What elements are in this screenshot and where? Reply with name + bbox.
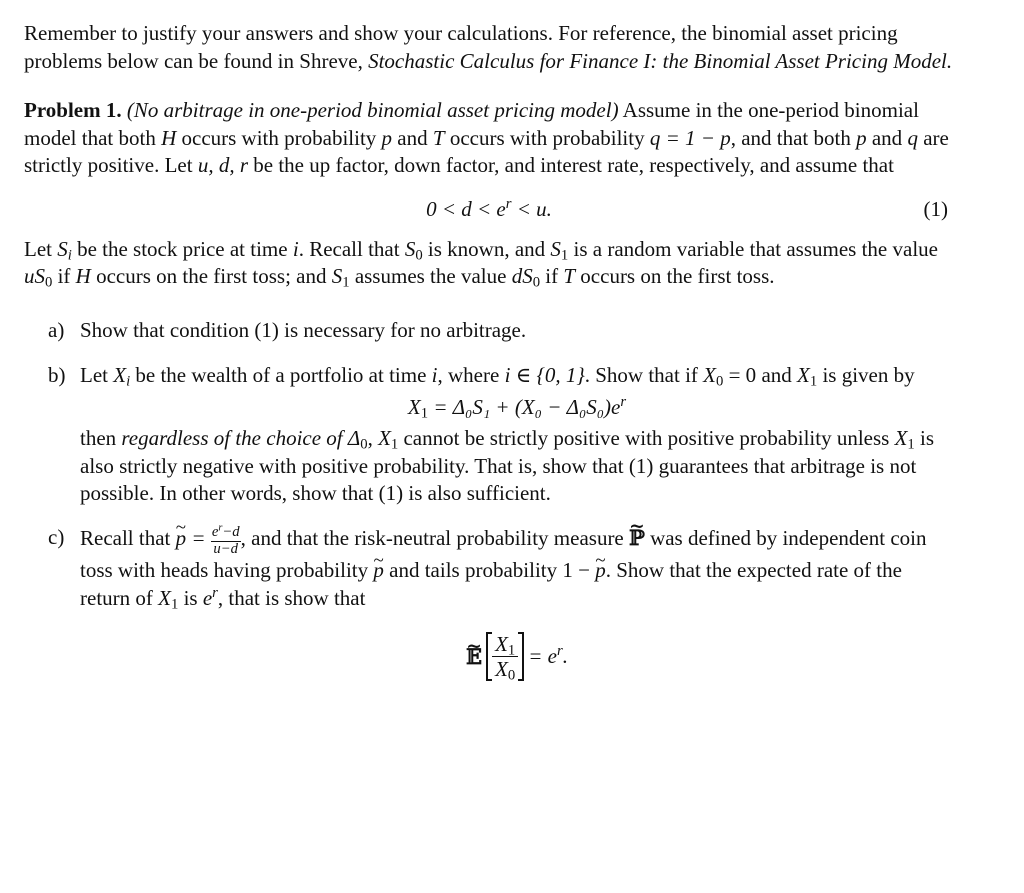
symbol-us0: $uS_0$ xyxy=(24,264,53,291)
expectation-result: = $e^r$. xyxy=(528,642,568,668)
expectation-symbol: ~ 𝔼 xyxy=(466,643,482,671)
symbol-x0: $X_0$ xyxy=(703,363,724,390)
p-tilde-fraction xyxy=(211,522,241,557)
statement-text: occurs with probability xyxy=(176,125,382,150)
frac-num-tail: −d xyxy=(222,524,240,541)
symbol-i: i xyxy=(431,363,438,387)
book-title: Stochastic Calculus for Finance I: the Binomial Asset Pricing Model. xyxy=(368,48,953,73)
symbol-xi: $X_i$ xyxy=(113,363,131,390)
return-fraction: $\frac{X_1}{X_0}$ xyxy=(492,632,518,681)
stock-text: is a random variable that assumes the value xyxy=(568,236,938,261)
condition-right: < u. xyxy=(511,196,552,221)
symbol-delta0: $\Delta_0$ xyxy=(347,426,368,453)
stock-text: Let xyxy=(24,236,58,261)
symbol-ds0: $dS_0$ xyxy=(511,264,541,291)
probability-measure-symbol: ~ ℙ xyxy=(629,524,645,552)
part-c-text-span: . Show that the expected rate of the return of xyxy=(80,558,902,610)
symbol-p-tilde: ~ p = xyxy=(176,526,211,550)
symbol-x1: $X_1$ xyxy=(158,585,179,613)
formula-right: = Δ₀S₁ + (X₀ − Δ₀S₀)e xyxy=(433,394,621,419)
condition-sup: r xyxy=(505,195,512,212)
stock-text: occurs on the first toss; and xyxy=(90,264,332,288)
symbol-t: T xyxy=(432,125,445,150)
symbol-p: p xyxy=(381,125,393,150)
part-b-text: and xyxy=(756,363,798,387)
part-b-text: cannot be strictly positive with positive probability unless xyxy=(398,426,895,450)
symbol-h: H xyxy=(75,264,91,288)
part-a-text: Show that condition (1) is necessary for no arbitrage. xyxy=(80,317,527,342)
part-b-text: , where xyxy=(437,363,505,387)
condition-expression xyxy=(24,196,954,224)
stock-text: . Recall that xyxy=(298,236,405,261)
part-b-text: Let xyxy=(80,363,114,387)
intro-text: Remember to justify your answers and show your calculations. For reference, the binomial asset pricing problems below can be found in Shreve, xyxy=(24,21,898,73)
result-text: = e xyxy=(528,643,557,668)
wealth-formula: $X_1 = \Delta_0S_1 + (X_0 - \Delta_0S_0)e^r$ xyxy=(407,393,627,422)
symbol-si: $S_i$ xyxy=(57,236,72,264)
symbol-p: p xyxy=(856,125,867,150)
part-c-text-span: , and that the risk-neutral probability measure xyxy=(240,525,630,550)
symbols-udr: u, d, r xyxy=(197,153,248,177)
problem-1-statement xyxy=(24,97,954,180)
symbol-p-tilde: ~ p xyxy=(595,557,606,585)
frac-num: e xyxy=(211,524,219,541)
stock-text: occurs on the first toss. xyxy=(575,264,775,288)
stock-text: assumes the value xyxy=(349,264,512,288)
part-c-text-span: is xyxy=(178,585,203,610)
statement-text: occurs with probability xyxy=(444,125,650,150)
stock-price-paragraph xyxy=(24,236,954,291)
part-b-emphasis: regardless of the choice of xyxy=(121,426,343,450)
problem-subtitle: (No arbitrage in one-period binomial asset pricing model) xyxy=(126,98,619,122)
expectation-equation xyxy=(80,632,954,692)
formula-left: X xyxy=(407,394,421,419)
part-a-label: a) xyxy=(48,317,65,342)
symbol-p-tilde: ~ p xyxy=(373,557,384,585)
equation-number: (1) xyxy=(923,196,948,221)
statement-text: Assume in the one-period binomial model that both xyxy=(24,98,919,150)
symbol-er: $e^r$ xyxy=(202,584,218,610)
condition-1-equation xyxy=(24,188,954,230)
statement-text: , and that both xyxy=(730,125,857,150)
problem-heading: Problem 1. xyxy=(24,98,122,122)
symbol-s1: $S_1$ xyxy=(550,236,569,264)
symbol-s1: $S_1$ xyxy=(331,264,350,291)
stock-text: be the stock price at time xyxy=(71,236,293,261)
part-b xyxy=(24,362,954,508)
condition-left: 0 < d < e xyxy=(426,196,506,221)
part-c-text-span: and tails probability xyxy=(383,558,563,583)
frac-den: u−d xyxy=(213,540,239,557)
symbol-h: H xyxy=(161,125,177,150)
part-a xyxy=(24,317,954,345)
index-set: i ∈ {0, 1} xyxy=(504,363,585,387)
stock-text: if xyxy=(540,264,564,288)
q-equation: q = 1 − p xyxy=(649,125,731,150)
part-b-text: . Show that if xyxy=(584,363,704,387)
symbol-x1: $X_1$ xyxy=(378,426,399,453)
statement-text: are strictly positive. Let xyxy=(24,125,949,177)
symbol-s0: $S_0$ xyxy=(404,236,423,264)
part-c-text xyxy=(80,524,954,613)
part-b-label: b) xyxy=(48,363,66,387)
part-b-text: then xyxy=(80,426,122,450)
symbol-i: i xyxy=(292,236,299,261)
statement-text: be the up factor, down factor, and interest rate, respectively, and assume that xyxy=(248,153,894,177)
statement-text: and xyxy=(866,125,908,150)
frac-num-sup: r xyxy=(218,522,223,534)
part-b-text: is also strictly negative with positive probability. That is, show that (1) guarantees that arbitrage is not possible. In other words, show that (1) is also sufficient. xyxy=(80,426,935,505)
part-c-text-span: was defined by independent coin toss with heads having probability xyxy=(80,525,927,583)
one-minus: 1 − xyxy=(562,558,596,583)
statement-text: and xyxy=(392,125,433,150)
part-b-intro xyxy=(80,362,954,390)
intro-paragraph xyxy=(24,20,954,75)
symbol-t: T xyxy=(563,264,576,288)
symbol-x1: $X_1$ xyxy=(797,363,818,390)
part-c-label: c) xyxy=(48,524,65,549)
x0-value: = 0 xyxy=(728,363,757,387)
stock-text: if xyxy=(52,264,76,288)
part-c-text-span: Recall that xyxy=(80,525,176,550)
expectation-bracket xyxy=(486,632,524,684)
document-page xyxy=(24,20,954,692)
symbol-q: q xyxy=(907,125,918,150)
part-b-conclusion: then regardless of the choice of $\Delta_0$, $X_1$ cannot be strictly positive with positive probability unless $X_1$ is also strictly negative with positive probability. That is, show that (1) guarantees that arbitrage is not possible. In other words, show that (1) is also sufficient. xyxy=(80,426,935,505)
part-c xyxy=(24,524,954,693)
symbol-x1: $X_1$ xyxy=(894,426,915,453)
part-c-text-span: , that is show that xyxy=(217,585,366,610)
part-b-text: be the wealth of a portfolio at time xyxy=(130,363,432,387)
stock-text: is known, and xyxy=(422,236,551,261)
part-b-text: is given by xyxy=(817,363,915,387)
